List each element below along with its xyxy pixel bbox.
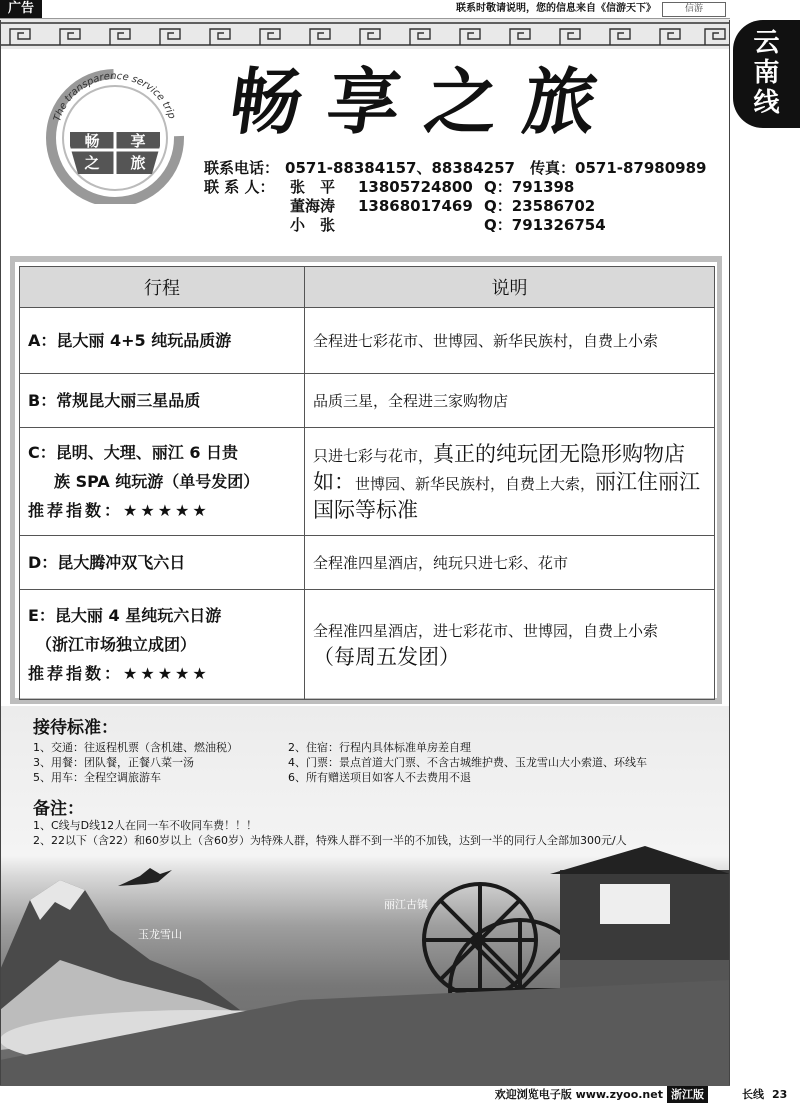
ad-label: 广告 (0, 0, 42, 18)
route-name: A：昆大丽 4+5 纯玩品质游 (20, 308, 305, 374)
standard-item: 6、所有赠送项目如客人不去费用不退 (288, 771, 471, 784)
contact-name: 张 平 (290, 178, 336, 196)
route-description: 全程进七彩花市、世博园、新华民族村，自费上小索 (305, 308, 715, 374)
logo-char-3: 之 (84, 154, 100, 172)
description-column-header: 说明 (305, 267, 715, 308)
decorative-border (0, 19, 730, 49)
page-number: 23 (772, 1088, 788, 1101)
contact-name: 小 张 (290, 216, 336, 234)
phone-line (204, 158, 515, 179)
description-text: 全程准四星酒店，进七彩花市、世博园，自费上小索 (313, 621, 659, 640)
phone-label: 联系电话： (204, 159, 280, 177)
route-description (305, 590, 715, 700)
route-name-line: E：昆大丽 4 星纯玩六日游 (28, 606, 222, 625)
logo-char-1: 畅 (84, 132, 100, 150)
contact-qq: Q：791398 (484, 178, 575, 196)
table-row (20, 428, 715, 536)
table-row (20, 536, 715, 590)
table-header-row (20, 267, 715, 308)
route-name-line: （浙江市场独立成团） (36, 635, 197, 654)
standards-title: 接待标准： (33, 718, 118, 738)
fax-number: 0571-87980989 (575, 159, 707, 177)
rating: 推荐指数：★★★★★ (28, 664, 210, 683)
route-column-header: 行程 (20, 267, 305, 308)
eagle-icon (118, 868, 172, 886)
contact-qq: Q：23586702 (484, 197, 596, 215)
scenery-illustration (0, 840, 730, 1086)
section-label: 长线 (742, 1088, 764, 1101)
standard-item: 4、门票：景点首道大门票、不含古城维护费、玉龙雪山大小索道、环线车 (288, 756, 647, 769)
brand-logo (30, 66, 200, 204)
top-bar (0, 0, 730, 19)
standard-item: 3、用餐：团队餐，正餐八菜一汤 (33, 756, 194, 769)
contact-person-label: 联 系 人： (204, 178, 275, 196)
mountain-label: 玉龙雪山 (138, 928, 182, 941)
footer-content (495, 1086, 712, 1103)
tab-char-2: 南 (753, 58, 780, 88)
route-name (20, 428, 305, 536)
contact-name: 董海涛 (290, 197, 336, 215)
table-row (20, 374, 715, 428)
publisher-logo: 信游 (662, 2, 726, 17)
edition-badge: 浙江版 (667, 1086, 708, 1103)
tab-char-1: 云 (753, 28, 780, 58)
standard-item: 1、交通：往返程机票（含机建、燃油税） (33, 741, 238, 754)
route-name (20, 590, 305, 700)
route-description: 品质三星，全程进三家购物店 (305, 374, 715, 428)
table-row (20, 308, 715, 374)
website-link[interactable]: 欢迎浏览电子版 www.zyoo.net (494, 1088, 663, 1101)
description-highlight: 丽江住丽江国际等标准 (313, 469, 701, 522)
standard-item: 5、用车：全程空调旅游车 (33, 771, 161, 784)
source-note: 联系时敬请说明，您的信息来自《信游天下》 (456, 3, 656, 14)
logo-ring-text: The transparence service trip (52, 70, 178, 123)
tab-char-3: 线 (753, 88, 780, 118)
route-name-line: 族 SPA 纯玩游（单号发团） (54, 472, 260, 491)
standard-item: 2、住宿：行程内具体标准单房差自理 (288, 741, 471, 754)
rating: 推荐指数：★★★★★ (28, 501, 210, 520)
phone-number: 0571-88384157、88384257 (285, 159, 515, 177)
description-text: 只进七彩与花市， (313, 446, 434, 465)
route-name: B：常规昆大丽三星品质 (20, 374, 305, 428)
route-name-line: C：昆明、大理、丽江 6 日贵 (28, 443, 239, 462)
description-highlight: 真正的纯玩团无隐形购物店如： (313, 441, 686, 494)
brand-title: 畅享之旅 (224, 59, 629, 144)
route-description (305, 428, 715, 536)
contact-qq: Q：791326754 (484, 216, 606, 234)
contact-mobile: 13868017469 (358, 197, 473, 215)
contact-mobile: 13805724800 (358, 178, 473, 196)
footer-bar (0, 1086, 800, 1103)
town-label: 丽江古镇 (384, 898, 428, 911)
route-description: 全程准四星酒店，纯玩只进七彩、花市 (305, 536, 715, 590)
route-category-tab (733, 20, 800, 128)
itinerary-table (19, 266, 715, 700)
table-row (20, 590, 715, 700)
description-highlight: （每周五发团） (313, 644, 460, 669)
fax-line (530, 158, 707, 179)
logo-char-2: 享 (130, 132, 146, 150)
notes-title: 备注： (33, 799, 84, 819)
description-text: 世博园、新华民族村，自费上大索， (355, 474, 596, 493)
logo-char-4: 旅 (130, 154, 146, 172)
fax-label: 传真： (530, 159, 576, 177)
note-item: 2、22以下（含22）和60岁以上（含60岁）为特殊人群，特殊人群不到一半的不加钱，达到一半的同行人全部加300元/人 (33, 834, 627, 847)
note-item: 1、C线与D线12人在同一车不收同车费！！！ (33, 819, 258, 832)
route-name: D：昆大腾冲双飞六日 (20, 536, 305, 590)
